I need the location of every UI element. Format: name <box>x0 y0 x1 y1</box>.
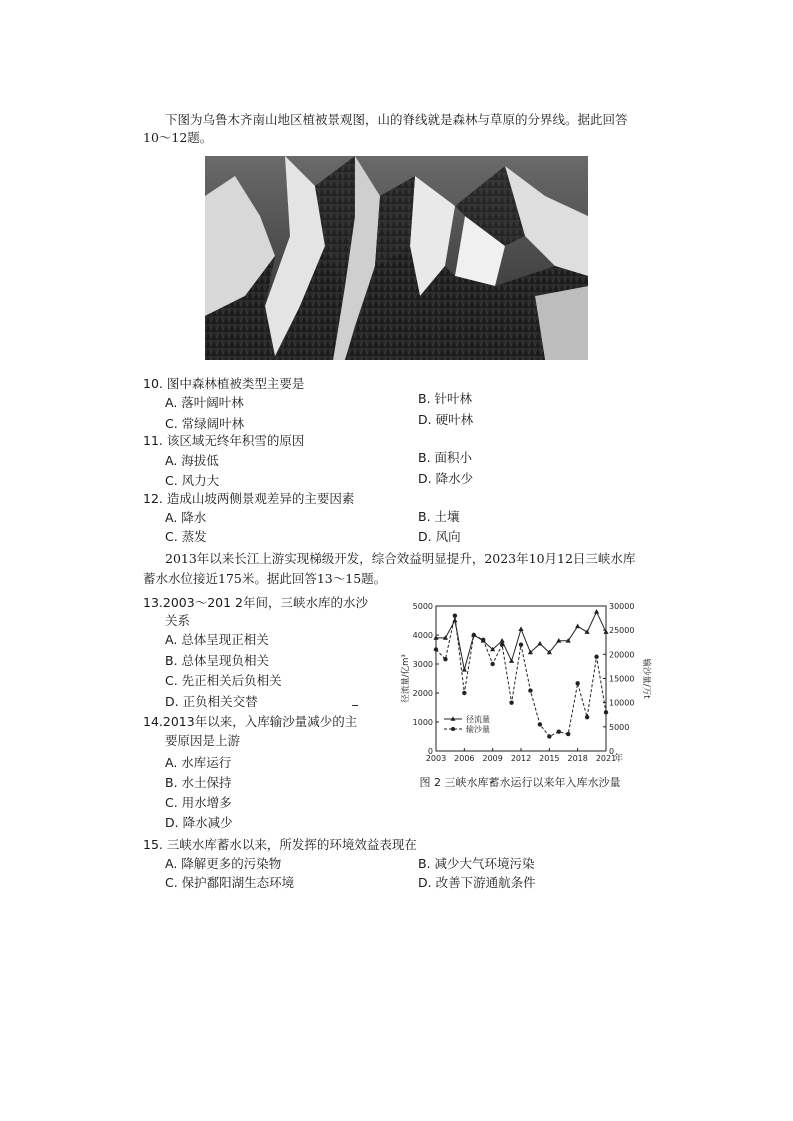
q12-option-d: D. 风向 <box>418 529 461 544</box>
x-tick-label: 2009 <box>482 754 503 763</box>
q13-option-d: D. 正负相关交替 <box>165 694 258 709</box>
left-tick-label: 5000 <box>412 602 433 611</box>
question-10-stem: 10. 图中森林植被类型主要是 <box>143 376 305 391</box>
question-13-stem-2: 关系 <box>165 613 191 628</box>
question-11-stem: 11. 该区域无终年积雪的原因 <box>143 433 305 448</box>
runoff-point <box>509 658 514 663</box>
runoff-point <box>518 626 523 631</box>
right-tick-label: 15000 <box>609 674 635 684</box>
sediment-point <box>453 613 457 617</box>
q11-option-c: C. 风力大 <box>165 473 220 488</box>
x-tick-label: 2012 <box>510 754 532 763</box>
sediment-point <box>566 732 570 736</box>
x-unit-label: 年 <box>614 754 624 764</box>
q10-option-b: B. 针叶林 <box>418 391 473 406</box>
q11-option-b: B. 面积小 <box>418 450 473 465</box>
sediment-point <box>557 729 561 733</box>
left-tick-label: 2000 <box>412 689 433 698</box>
intro-text-1: 下图为乌鲁木齐南山地区植被景观图，山的脊线就是森林与草原的分界线。据此回答 <box>165 112 628 127</box>
legend-label: 径流量 <box>466 715 490 724</box>
q15-option-b: B. 减少大气环境污染 <box>418 856 535 871</box>
q12-option-b: B. 土壤 <box>418 509 460 524</box>
intro-text-2b: 蓄水水位接近175米。据此回答13～15题。 <box>143 571 387 586</box>
runoff-point <box>585 629 590 634</box>
q15-option-a: A. 降解更多的污染物 <box>165 856 282 871</box>
runoff-point <box>556 638 561 643</box>
sediment-point <box>528 688 532 692</box>
q15-option-c: C. 保护鄱阳湖生态环境 <box>165 875 295 890</box>
question-15-stem: 15. 三峡水库蓄水以来，所发挥的环境效益表现在 <box>143 837 417 852</box>
x-tick-label: 2018 <box>567 754 588 763</box>
runoff-sediment-chart <box>388 596 653 796</box>
left-tick-label: 4000 <box>412 631 433 640</box>
right-tick-label: 5000 <box>609 722 630 732</box>
q14-option-a: A. 水库运行 <box>165 755 232 770</box>
q10-option-a: A. 落叶阔叶林 <box>165 395 244 410</box>
runoff-point <box>500 638 505 643</box>
sediment-point <box>443 657 447 661</box>
x-tick-label: 2006 <box>454 754 475 763</box>
q14-option-d: D. 降水减少 <box>165 815 233 830</box>
right-tick-label: 30000 <box>609 602 635 611</box>
series-line-runoff <box>436 612 606 670</box>
intro-text-2: 2013年以来长江上游实现梯级开发，综合效益明显提升，2023年10月12日三峡水库 <box>165 551 636 566</box>
right-tick-label: 10000 <box>609 698 635 708</box>
q14-option-c: C. 用水增多 <box>165 795 232 810</box>
question-12-stem: 12. 造成山坡两侧景观差异的主要因素 <box>143 491 355 506</box>
series-line-sediment <box>436 616 606 737</box>
question-13-stem: 13.2003～201 2年间，三峡水库的水沙 <box>143 595 368 610</box>
vegetation-landscape-photo <box>205 156 588 360</box>
runoff-point <box>462 667 467 672</box>
chart-svg <box>388 596 653 796</box>
q12-option-c: C. 蒸发 <box>165 529 207 544</box>
sediment-point <box>575 681 579 685</box>
sediment-point <box>434 647 438 651</box>
sediment-point <box>462 691 466 695</box>
right-tick-label: 20000 <box>609 650 635 660</box>
left-tick-label: 0 <box>427 747 433 756</box>
x-tick-label: 2021 <box>595 754 617 763</box>
legend-circle-marker <box>451 727 455 731</box>
runoff-point <box>575 624 580 629</box>
legend-label: 输沙量 <box>466 725 490 734</box>
sediment-point <box>500 642 504 646</box>
chart-caption: 图 2 三峡水库蓄水运行以来年入库水沙量 <box>419 776 621 789</box>
sediment-point <box>594 655 598 659</box>
right-tick-label: 25000 <box>609 626 635 636</box>
q13-option-c: C. 先正相关后负相关 <box>165 673 282 688</box>
q10-option-d: D. 硬叶林 <box>418 412 474 427</box>
runoff-point <box>537 641 542 646</box>
chart-legend <box>444 714 490 734</box>
q11-option-d: D. 降水少 <box>418 471 474 486</box>
q14-option-b: B. 水土保持 <box>165 775 232 790</box>
q13-option-b: B. 总体呈现负相关 <box>165 653 270 668</box>
sediment-point <box>547 734 551 738</box>
q11-option-a: A. 海拔低 <box>165 453 219 468</box>
runoff-point <box>594 609 599 614</box>
q13-option-a: A. 总体呈现正相关 <box>165 632 269 647</box>
right-axis-label: 输沙量/万t <box>641 658 651 699</box>
sediment-point <box>490 662 494 666</box>
q12-option-a: A. 降水 <box>165 510 207 525</box>
left-axis-label: 径流量/亿m³ <box>401 654 411 703</box>
stray-dash-mark <box>352 705 358 706</box>
sediment-point <box>472 633 476 637</box>
sediment-point <box>509 700 513 704</box>
intro-text-1b: 10～12题。 <box>143 130 213 145</box>
left-tick-label: 3000 <box>412 660 433 669</box>
x-tick-label: 2003 <box>425 754 447 763</box>
sediment-point <box>538 722 542 726</box>
q10-option-c: C. 常绿阔叶林 <box>165 416 245 431</box>
sediment-point <box>604 710 608 714</box>
question-14-stem: 14.2013年以来，入库输沙量减少的主 <box>143 714 358 729</box>
right-tick-label: 0 <box>609 747 615 756</box>
sediment-point <box>481 638 485 642</box>
left-tick-label: 1000 <box>412 718 433 727</box>
q15-option-d: D. 改善下游通航条件 <box>418 875 536 890</box>
sediment-point <box>519 642 523 646</box>
question-14-stem-2: 要原因是上游 <box>165 733 241 748</box>
x-tick-label: 2015 <box>539 754 560 763</box>
sediment-point <box>585 715 589 719</box>
